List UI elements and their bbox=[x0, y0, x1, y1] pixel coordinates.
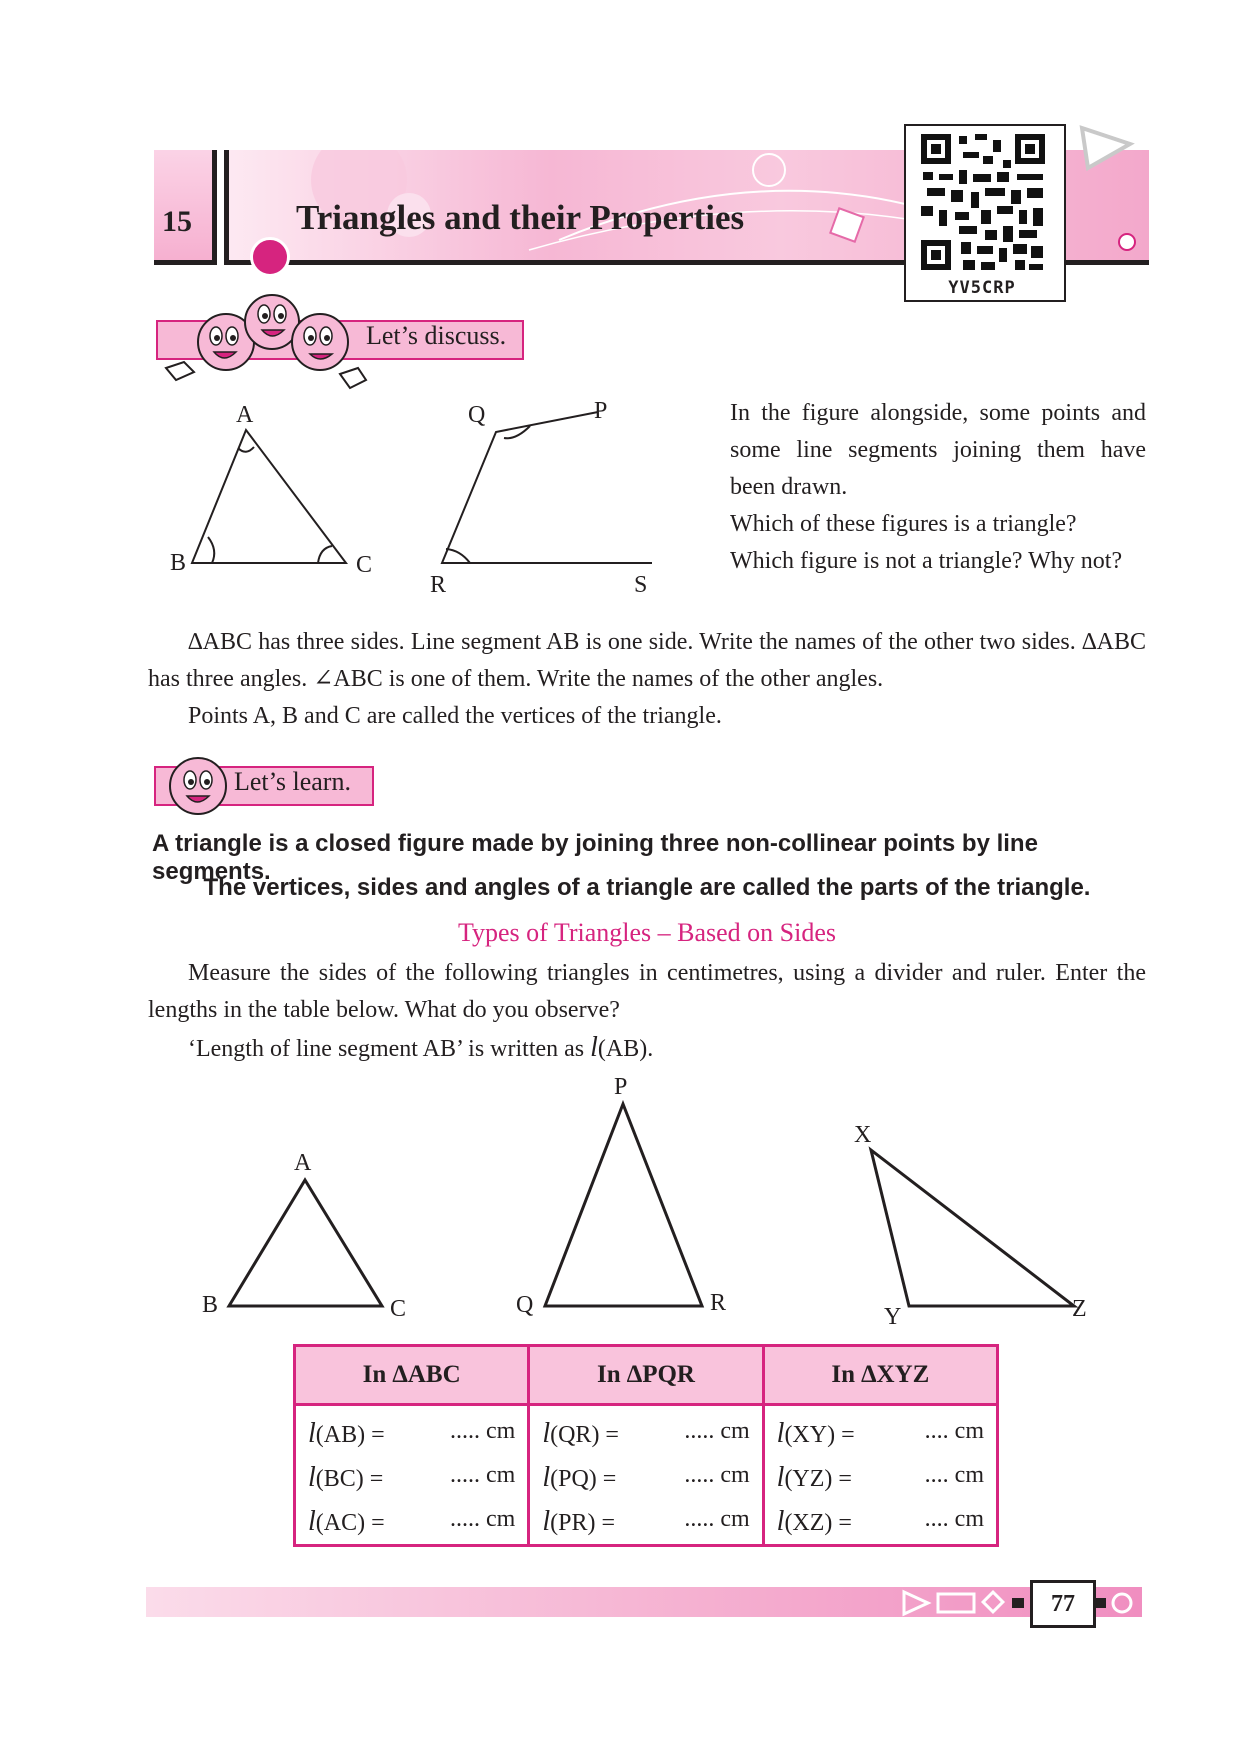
label-R: R bbox=[710, 1290, 727, 1316]
blank-value: ..... cm bbox=[450, 1506, 516, 1532]
label-A: A bbox=[294, 1150, 312, 1176]
length-symbol: l bbox=[308, 1418, 316, 1449]
discussing-faces-icon bbox=[154, 288, 372, 396]
blank-value: .... cm bbox=[924, 1462, 984, 1488]
paragraph: Points A, B and C are called the vertices of the triangle. bbox=[188, 703, 722, 729]
lets-discuss-label: Let’s discuss. bbox=[366, 321, 507, 350]
open-figure-qprs-shape bbox=[442, 412, 652, 563]
paragraph: ∆ABC has three sides. Line segment AB is one side. Write the names of the other two sides. ∆ABC has three angles. ∠ABC is one of them. Write the names of the other angles. bbox=[148, 629, 1146, 692]
label-R: R bbox=[430, 572, 447, 598]
side-text-line: Which figure is not a triangle? Why not? bbox=[730, 548, 1123, 574]
section-heading: Types of Triangles – Based on Sides bbox=[457, 918, 837, 947]
qr-code-icon bbox=[919, 130, 1047, 278]
footer-circle-icon bbox=[1096, 1588, 1140, 1618]
label-X: X bbox=[854, 1122, 872, 1148]
segment-label: (PR) = bbox=[550, 1510, 615, 1536]
segment-label: (AB) = bbox=[315, 1422, 385, 1448]
table-cell[interactable] bbox=[529, 1456, 763, 1500]
lets-learn-label: Let’s learn. bbox=[234, 767, 351, 796]
table-cell[interactable] bbox=[295, 1500, 529, 1546]
length-symbol: l bbox=[308, 1462, 316, 1493]
triangle-pqr bbox=[545, 1104, 702, 1306]
segment-label: (QR) = bbox=[550, 1422, 619, 1448]
length-symbol: l bbox=[542, 1462, 551, 1493]
label-P: P bbox=[614, 1074, 628, 1100]
side-text-line: Which of these figures is a triangle? bbox=[730, 511, 1077, 537]
length-symbol: l bbox=[776, 1506, 785, 1537]
qr-code-label: YV5CRP bbox=[948, 278, 1016, 298]
blank-value: .... cm bbox=[924, 1418, 984, 1444]
triangle-xyz bbox=[871, 1150, 1074, 1306]
discussion-figures bbox=[150, 400, 710, 600]
blank-value: ..... cm bbox=[684, 1462, 750, 1488]
label-C: C bbox=[390, 1296, 407, 1322]
table-cell[interactable] bbox=[295, 1405, 529, 1457]
length-symbol: l bbox=[776, 1462, 785, 1493]
table-row bbox=[295, 1405, 998, 1457]
length-symbol: l bbox=[776, 1418, 785, 1449]
blank-value: ..... cm bbox=[450, 1418, 516, 1444]
segment-label: (PQ) = bbox=[550, 1466, 617, 1492]
table-cell[interactable] bbox=[763, 1500, 997, 1546]
label-B: B bbox=[202, 1292, 219, 1318]
label-B: B bbox=[170, 550, 187, 576]
segment-label: (BC) = bbox=[315, 1466, 384, 1492]
blank-value: ..... cm bbox=[450, 1462, 516, 1488]
table-header-row bbox=[295, 1346, 998, 1405]
segment-label: (AC) = bbox=[315, 1510, 385, 1536]
triangle-figures bbox=[190, 1070, 1110, 1330]
label-A: A bbox=[236, 402, 254, 428]
table-cell[interactable] bbox=[295, 1456, 529, 1500]
column-header: In ∆XYZ bbox=[763, 1346, 997, 1405]
side-lengths-table bbox=[293, 1344, 999, 1547]
table-cell[interactable] bbox=[529, 1405, 763, 1457]
paragraph: Measure the sides of the following triangles in centimetres, using a divider and ruler. Enter the lengths in the table below. What do you observe? bbox=[148, 960, 1146, 1023]
blank-value: ..... cm bbox=[684, 1418, 750, 1444]
table-row bbox=[295, 1456, 998, 1500]
chapter-number: 15 bbox=[162, 205, 192, 238]
column-header: In ∆PQR bbox=[529, 1346, 763, 1405]
triangle-definition: A triangle is a closed figure made by joining three non-collinear points by line segments. bbox=[152, 830, 1038, 885]
table-cell[interactable] bbox=[763, 1405, 997, 1457]
label-C: C bbox=[356, 552, 373, 578]
length-symbol: l bbox=[308, 1506, 316, 1537]
header-dot-icon bbox=[250, 237, 290, 277]
table-cell[interactable] bbox=[763, 1456, 997, 1500]
triangle-abc-shape bbox=[192, 430, 346, 563]
blank-value: .... cm bbox=[924, 1506, 984, 1532]
measure-instructions bbox=[148, 955, 1146, 1068]
length-symbol: l bbox=[542, 1506, 551, 1537]
segment-label: (YZ) = bbox=[784, 1466, 852, 1492]
notation-line bbox=[148, 1029, 1146, 1068]
table-row bbox=[295, 1500, 998, 1546]
notation-suffix: (AB). bbox=[597, 1036, 654, 1062]
blank-value: ..... cm bbox=[684, 1506, 750, 1532]
column-header: In ∆ABC bbox=[295, 1346, 529, 1405]
triangle-parts-rule: The vertices, sides and angles of a triangle are called the parts of the triangle. bbox=[203, 874, 1091, 901]
footer-shapes-icon bbox=[900, 1588, 1026, 1618]
label-P: P bbox=[594, 400, 608, 424]
label-Q: Q bbox=[516, 1292, 534, 1318]
length-symbol: l bbox=[542, 1418, 551, 1449]
table-cell[interactable] bbox=[529, 1500, 763, 1546]
abc-paragraphs bbox=[148, 624, 1146, 735]
label-Z: Z bbox=[1072, 1296, 1087, 1322]
label-Y: Y bbox=[884, 1304, 902, 1330]
chapter-title: Triangles and their Properties bbox=[296, 198, 745, 237]
play-triangle-icon bbox=[1078, 124, 1138, 172]
segment-label: (XZ) = bbox=[784, 1510, 852, 1536]
page-number: 77 bbox=[1030, 1580, 1096, 1628]
notation-prefix: ‘Length of line segment AB’ is written as bbox=[188, 1036, 591, 1062]
triangle-abc bbox=[229, 1180, 382, 1306]
segment-label: (XY) = bbox=[784, 1422, 855, 1448]
discussion-side-text bbox=[730, 395, 1146, 580]
label-S: S bbox=[634, 572, 648, 598]
length-symbol: l bbox=[590, 1032, 598, 1063]
label-Q: Q bbox=[468, 402, 486, 428]
smiling-face-icon bbox=[160, 754, 234, 818]
side-text-line: In the figure alongside, some points and some line segments joining them have been drawn. bbox=[730, 400, 1146, 500]
